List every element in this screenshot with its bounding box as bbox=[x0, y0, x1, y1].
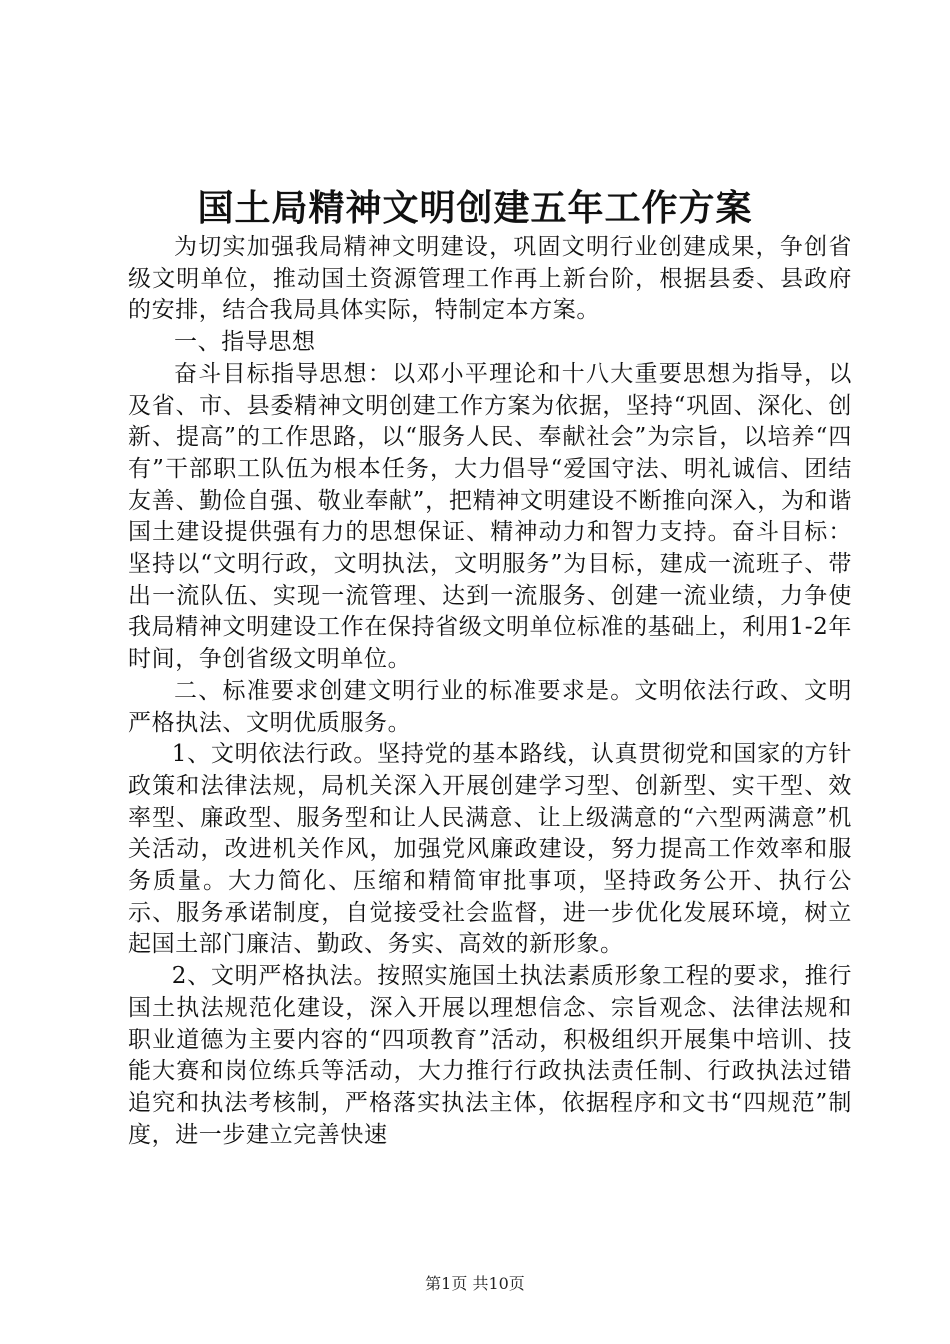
intro-paragraph: 为切实加强我局精神文明建设，巩固文明行业创建成果，争创省级文明单位，推动国土资源管理工作再上新台阶，根据县委、县政府的安排，结合我局具体实际，特制定本方案。 bbox=[128, 234, 852, 324]
section-heading-standards: 二、标准要求创建文明行业的标准要求是。文明依法行政、文明严格执法、文明优质服务。 bbox=[128, 677, 852, 736]
item-2-paragraph: 2、文明严格执法。按照实施国土执法素质形象工程的要求，推行国土执法规范化建设，深入开展以理想信念、宗旨观念、法律法规和职业道德为主要内容的“四项教育”活动，积极组织开展集中培训、技能大赛和岗位练兵等活动，大力推行行政执法责任制、行政执法过错追究和执法考核制，严格落实执法主体，依据程序和文书“四规范”制度，进一步建立完善快速 bbox=[128, 963, 852, 1148]
page-footer: 第1页 共10页 bbox=[425, 1274, 525, 1293]
document-title: 国土局精神文明创建五年工作方案 bbox=[197, 187, 753, 229]
item-1-paragraph: 1、文明依法行政。坚持党的基本路线，认真贯彻党和国家的方针政策和法律法规，局机关深入开展创建学习型、创新型、实干型、效率型、廉政型、服务型和让人民满意、让上级满意的“六型两满意”机关活动，改进机关作风，加强党风廉政建设，努力提高工作效率和服务质量。大力简化、压缩和精简审批事项，坚持政务公开、执行公示、服务承诺制度，自觉接受社会监督，进一步优化发展环境，树立起国土部门廉洁、勤政、务实、高效的新形象。 bbox=[128, 741, 852, 958]
guiding-thought-paragraph: 奋斗目标指导思想：以邓小平理论和十八大重要思想为指导，以及省、市、县委精神文明创建工作方案为依据，坚持“巩固、深化、创新、提高”的工作思路，以“服务人民、奉献社会”为宗旨，以培养“四有”干部职工队伍为根本任务，大力倡导“爱国守法、明礼诚信、团结友善、勤俭自强、敬业奉献”，把精神文明建设不断推向深入，为和谐国土建设提供强有力的思想保证、精神动力和智力支持。奋斗目标：坚持以“文明行政，文明执法，文明服务”为目标，建成一流班子、带出一流队伍、实现一流管理、达到一流服务、创建一流业绩，力争使我局精神文明建设工作在保持省级文明单位标准的基础上，利用1-2年时间，争创省级文明单位。 bbox=[128, 360, 852, 673]
document-body bbox=[128, 232, 852, 1151]
section-heading-guiding-thought: 一、指导思想 bbox=[174, 329, 316, 356]
